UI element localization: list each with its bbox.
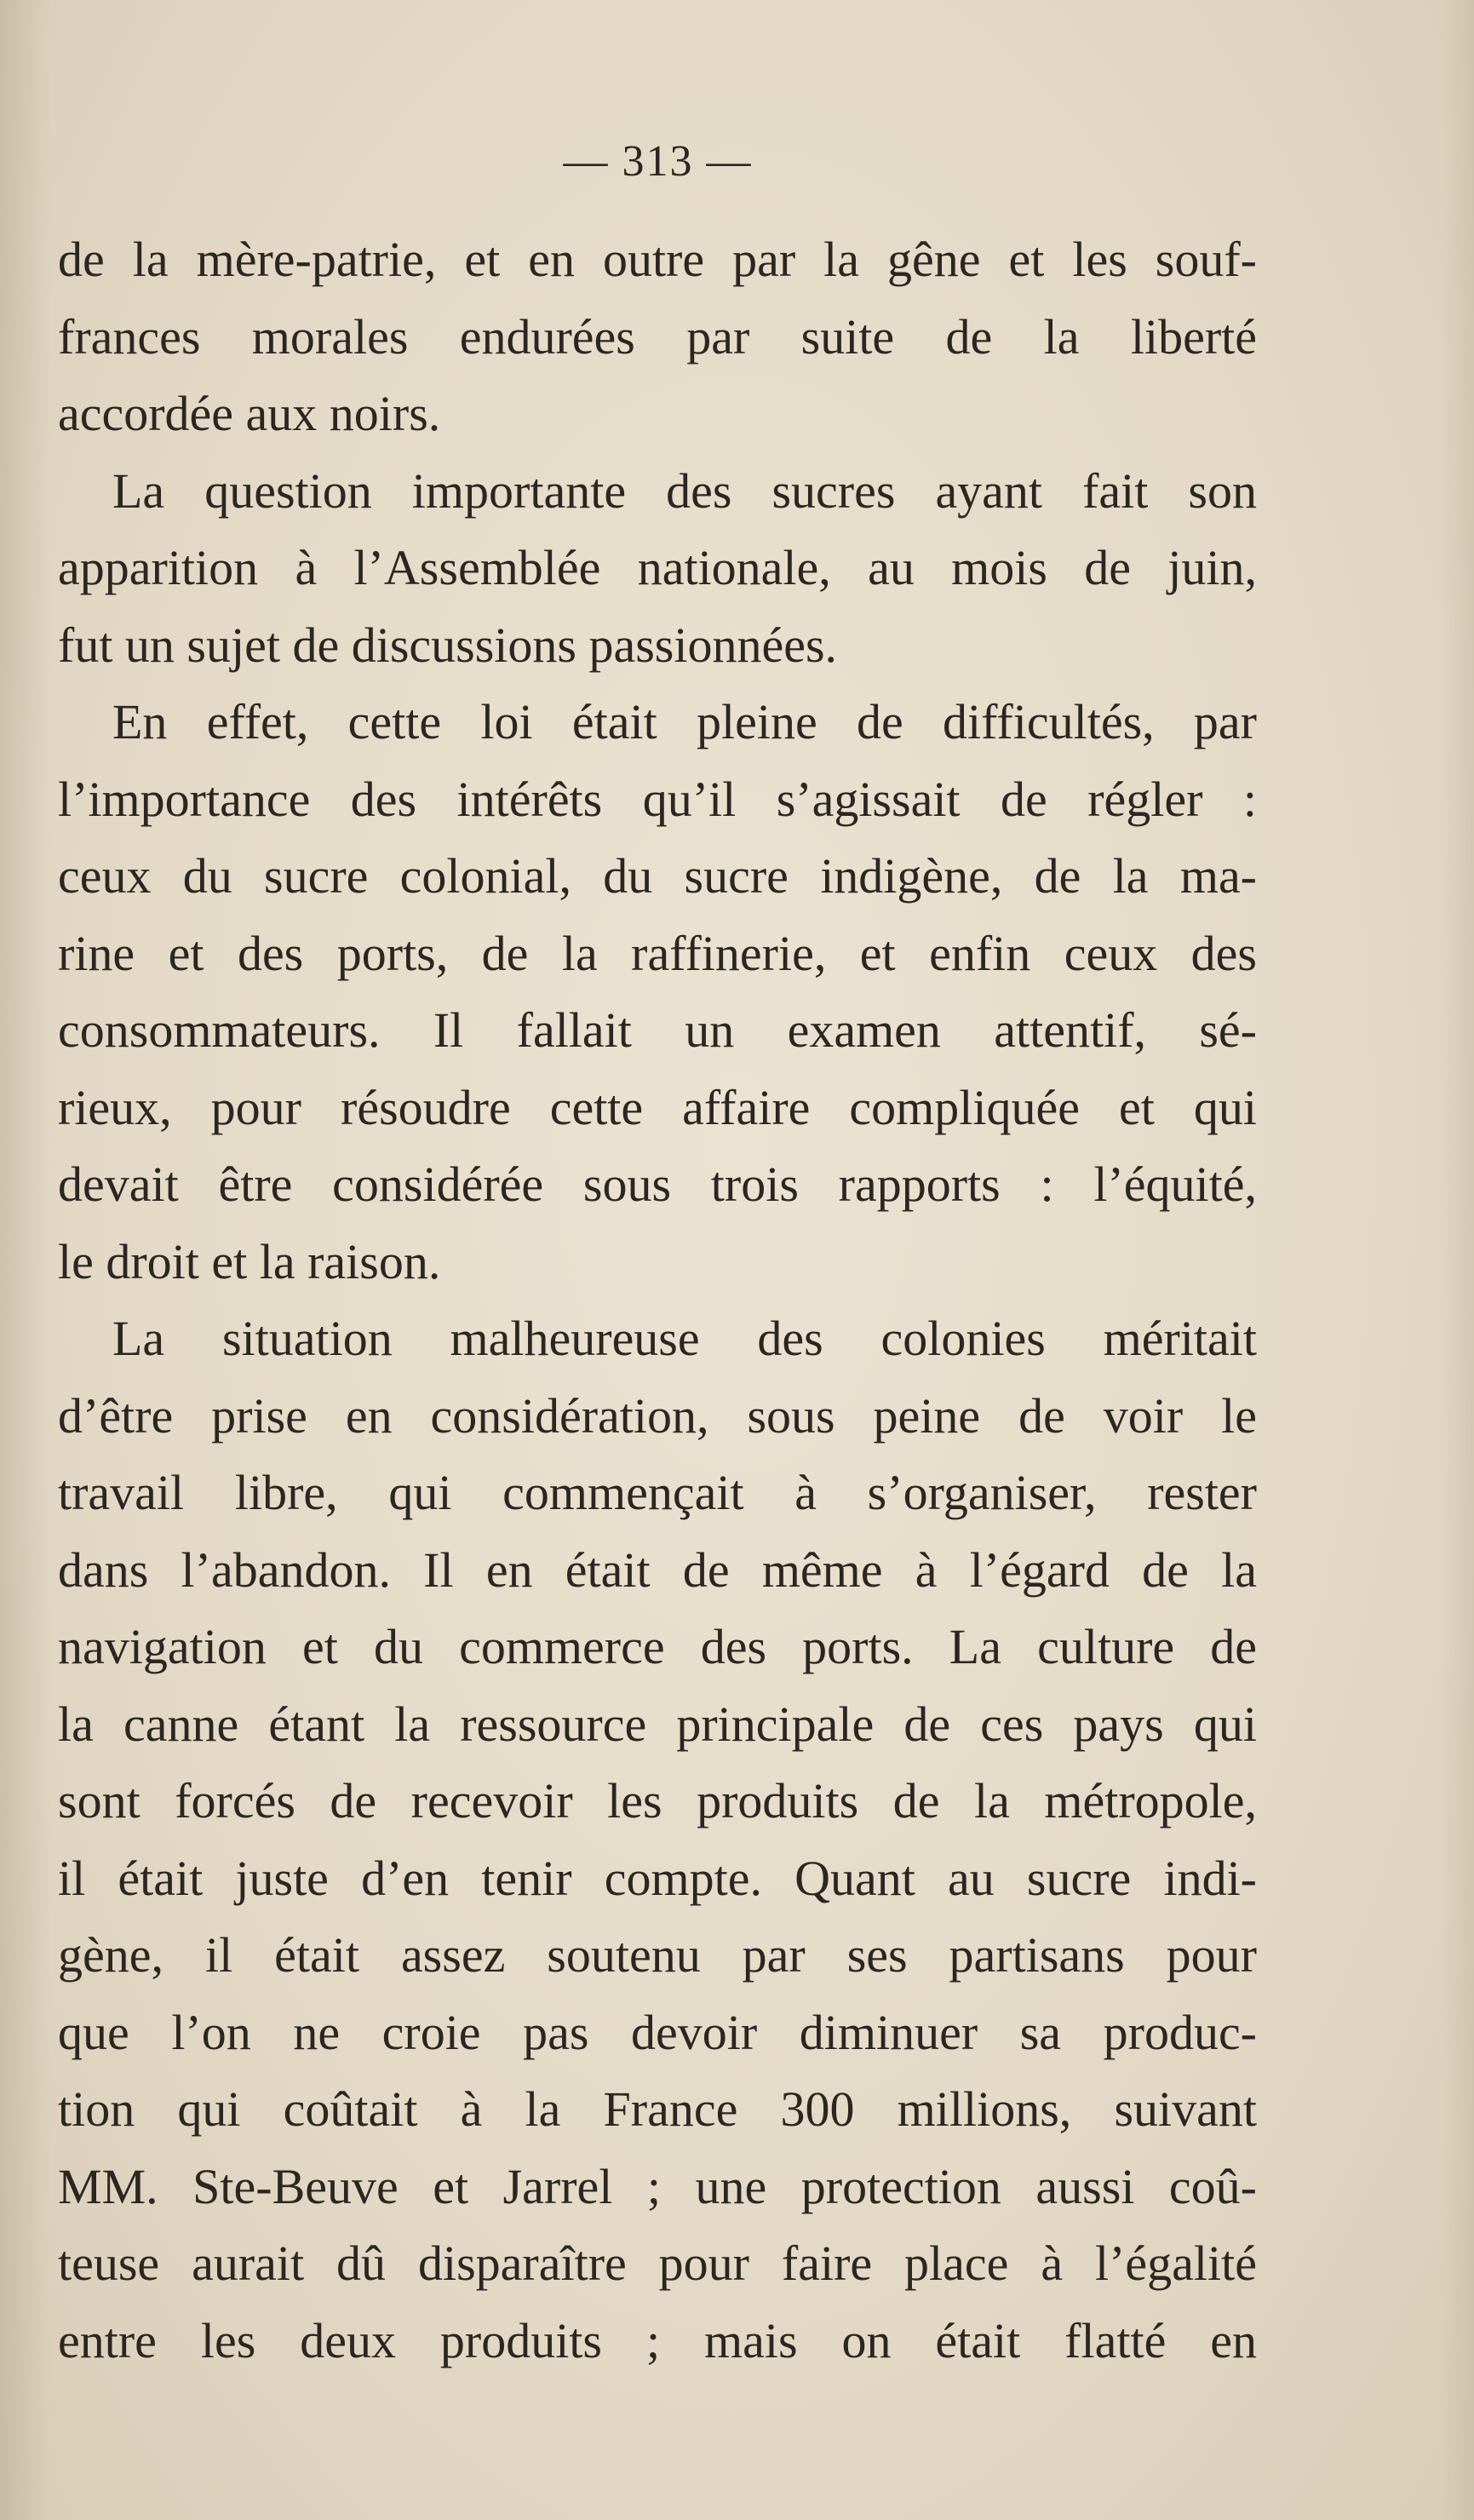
text-line: frances morales endurées par suite de la liberté (58, 308, 1257, 365)
page-number: — 313 — (563, 137, 753, 186)
text-line: gène, il était assez soutenu par ses partisans pour (58, 1927, 1257, 1983)
text-line: consommateurs. Il fallait un examen attentif, sé- (58, 1002, 1257, 1058)
text-line: ceux du sucre colonial, du sucre indigène, de la ma- (58, 848, 1257, 904)
text-line: il était juste d’en tenir compte. Quant au sucre indi- (58, 1850, 1257, 1906)
text-line: le droit et la raison. (58, 1233, 441, 1289)
text-line: fut un sujet de discussions passionnées. (58, 617, 838, 673)
text-line: teuse aurait dû disparaître pour faire place à l’égalité (58, 2236, 1257, 2291)
text-line: tion qui coûtait à la France 300 millions, suivant (58, 2081, 1257, 2137)
text-line: l’importance des intérêts qu’il s’agissait de régler : (58, 771, 1257, 827)
text-line: rine et des ports, de la raffinerie, et enfin ceux des (58, 925, 1257, 981)
text-line: que l’on ne croie pas devoir diminuer sa produc- (58, 2004, 1257, 2060)
text-line: La situation malheureuse des colonies méritait (112, 1311, 1257, 1366)
text-line: travail libre, qui commençait à s’organiser, rester (58, 1465, 1257, 1520)
text-line: dans l’abandon. Il en était de même à l’égard de la (58, 1541, 1257, 1598)
text-line: la canne étant la ressource principale de ces pays qui (58, 1696, 1257, 1752)
text-line: sont forcés de recevoir les produits de la métropole, (58, 1773, 1257, 1828)
text-line: rieux, pour résoudre cette affaire compliquée et qui (58, 1079, 1257, 1135)
text-line: d’être prise en considération, sous peine de voir le (58, 1387, 1257, 1444)
text-line: MM. Ste-Beuve et Jarrel ; une protection aussi coû- (58, 2158, 1257, 2214)
text-line: de la mère-patrie, et en outre par la gêne et les souf- (58, 232, 1257, 287)
text-line: devait être considérée sous trois rapports : l’équité, (58, 1157, 1257, 1212)
text-line: En effet, cette loi était pleine de difficultés, par (112, 694, 1257, 749)
text-line: entre les deux produits ; mais on était flatté en (58, 2312, 1257, 2368)
page-body-text (58, 221, 1257, 2379)
text-line: La question importante des sucres ayant fait son (112, 462, 1257, 519)
text-line: accordée aux noirs. (58, 386, 441, 441)
text-line: apparition à l’Assemblée nationale, au mois de juin, (58, 540, 1257, 595)
text-line: navigation et du commerce des ports. La culture de (58, 1619, 1257, 1674)
